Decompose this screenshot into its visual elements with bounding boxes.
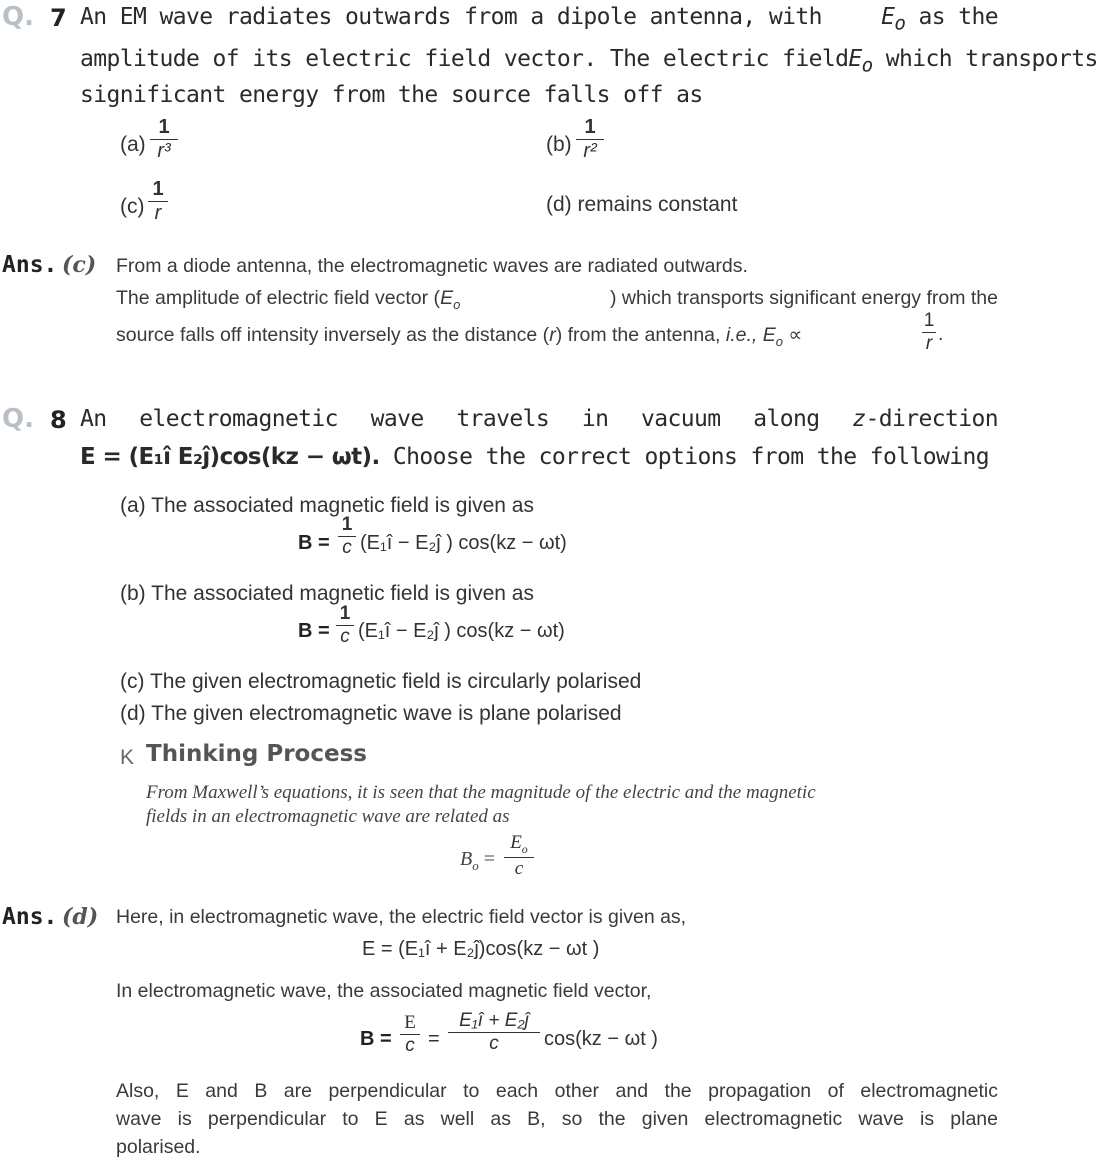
thinking-line-1: From Maxwell’s equations, it is seen that the magnitude of the electric and the magnetic [146,782,816,803]
q8-option-a-eq-lhs: B = [298,532,330,554]
answer-label: Ans. [2,904,58,930]
q8-option-b-eq-rhs: (E₁î − E₂ĵ ) cos(kz − ωt) [358,620,565,642]
option-b-label: (b) [546,133,572,156]
q7-line-1: An EM wave radiates outwards from a dipole antenna, with $E_o$ as the [80,4,998,35]
ans8-eq-2-fraction-2: E₁î + E₂ĵ c [448,1010,540,1055]
question-number: 7 [50,4,67,32]
q8-option-b: (b) The associated magnetic field is given as [120,582,534,605]
ans8-line-1: Here, in electromagnetic wave, the electric field vector is given as, [116,906,687,928]
option-d: (d) remains constant [546,193,738,216]
answer-label: Ans. [2,252,58,278]
option-c-label: (c) [120,195,145,218]
thinking-line-2: fields in an electromagnetic wave are related as [146,806,510,827]
ans8-eq-1: E = (E₁î + E₂ĵ)cos(kz − ωt ) [362,938,600,960]
option-a-label: (a) [120,133,146,156]
q8-option-d: (d) The given electromagnetic wave is plane polarised [120,702,622,725]
ans8-eq-2-rhs: cos(kz − ωt ) [544,1028,658,1050]
ans7-fraction: 1 r [923,310,935,354]
q8-option-a-fraction: 1 c [338,514,356,559]
ans7-line-2: The amplitude of electric field vector ($E_o$ ) which transports significant energy from the [116,287,998,312]
question-number: 8 [50,406,67,434]
q8-option-b-fraction: 1 c [336,603,354,648]
option-b-fraction: 1 r² [576,116,604,163]
thinking-bullet-icon: K [120,746,135,769]
question-marker: Q. [2,404,34,434]
thinking-eq-lhs: $B_o$ = [460,848,495,873]
answer-letter: (d) [62,904,99,930]
q8-line-2: E = (E₁î E₂ĵ)cos(kz − ωt). Choose the correct options from the following [80,444,989,470]
ans8-eq-2-equals: = [428,1028,440,1050]
q8-line-1: An electromagnetic wave travels in vacuum along z-direction [80,406,998,432]
ans8-line-4: wave is perpendicular to E as well as B, so the given electromagnetic wave is plane [116,1108,998,1130]
question-marker: Q. [2,2,34,32]
ans7-period: . [938,323,944,345]
option-a-fraction: 1 r³ [150,116,178,163]
ans8-eq-2-fraction-1: E c [400,1012,420,1057]
ans7-line-1: From a diode antenna, the electromagnetic waves are radiated outwards. [116,255,748,277]
ans8-line-3: Also, E and B are perpendicular to each other and the propagation of electromagnetic [116,1080,998,1102]
q8-option-a: (a) The associated magnetic field is given as [120,494,534,517]
ans7-line-3: source falls off intensity inversely as the distance (r) from the antenna, i.e., $E_o$ ∝ [116,324,803,349]
q8-option-b-eq-lhs: B = [298,620,330,642]
ans8-line-2: In electromagnetic wave, the associated magnetic field vector, [116,980,652,1002]
ans8-line-5: polarised. [116,1136,201,1158]
thinking-heading: Thinking Process [146,741,367,767]
thinking-eq-fraction: $E_o$ c [504,832,534,880]
answer-letter: (c) [62,252,97,278]
q7-line-3: significant energy from the source falls off as [80,82,703,108]
q8-option-c: (c) The given electromagnetic field is circularly polarised [120,670,642,693]
option-c-fraction: 1 r [148,178,168,225]
q8-option-a-eq-rhs: (E₁î − E₂ĵ ) cos(kz − ωt) [360,532,567,554]
ans8-eq-2-lhs: B = [360,1028,392,1050]
q7-line-2: amplitude of its electric field vector. The electric field $E_o$ which transports [80,46,1098,77]
